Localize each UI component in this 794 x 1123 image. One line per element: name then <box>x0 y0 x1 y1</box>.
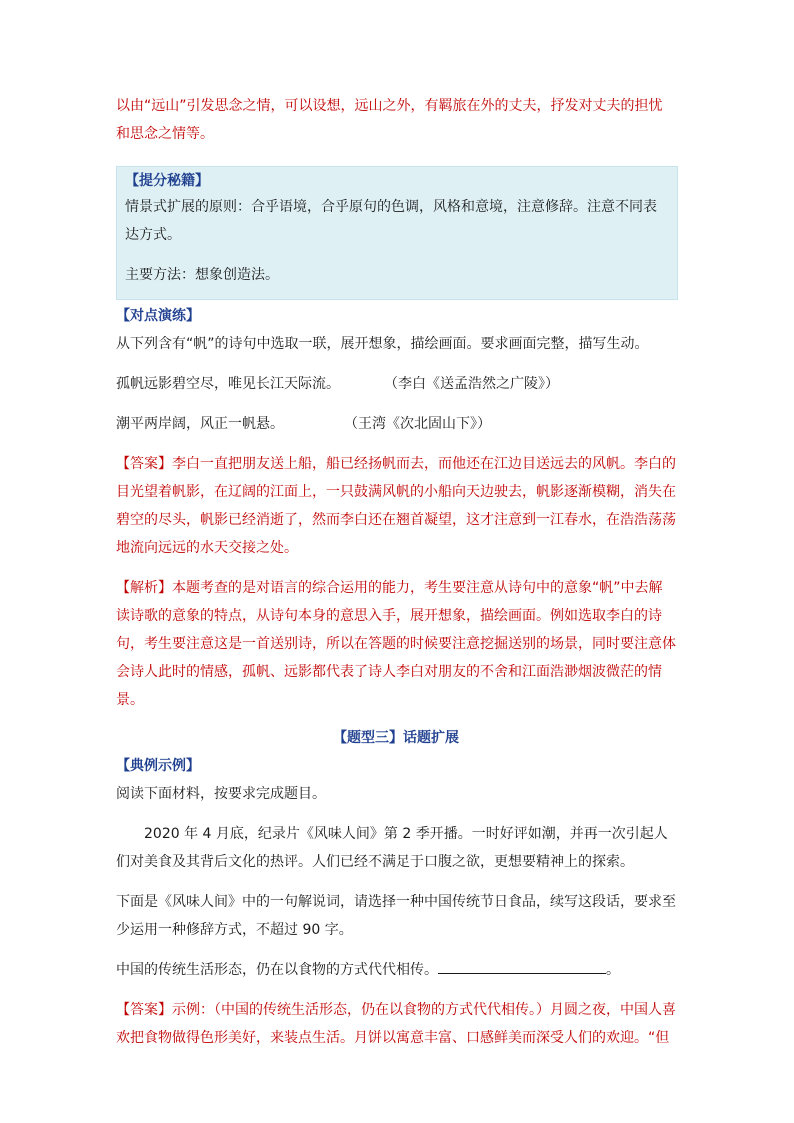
poem-2-text: 潮平两岸阔，风正一帆悬。 <box>116 416 284 432</box>
analysis-text: 本题考查的是对语言的综合运用的能力，考生要注意从诗句中的意象“帆”中去解读诗歌的意象的特点，从诗句本身的意思入手，展开想象，描绘画面。例如选取李白的诗句，考生要注意这是一首送别诗，所以在答题的时候要注意挖掘送别的场景，同时要注意体会诗人此时的情感，孤帆、远影都代表了诗人李白对朋友的不舍和江面浩渺烟波微茫的情景。 <box>116 580 676 708</box>
example-answer-tag: 【答案】 <box>116 1002 172 1018</box>
tip-box <box>116 166 678 300</box>
tip-gap <box>125 249 669 261</box>
section-heading: 【题型三】话题扩展 <box>333 730 459 746</box>
answer-blank <box>438 959 606 974</box>
document-page <box>116 92 676 1052</box>
intro-paragraph: 以由“远山”引发思念之情，可以设想，远山之外，有羁旅在外的丈夫，抒发对丈夫的担忧和思念之情等。 <box>116 98 663 142</box>
practice-question: 从下列含有“帆”的诗句中选取一联，展开想象，描绘画面。要求画面完整，描写生动。 <box>116 336 649 352</box>
example-material: 2020 年 4 月底，纪录片《风味人间》第 2 季开播。一时好评如潮，并再一次引起人们对美食及其背后文化的热评。人们已经不满足于口腹之欲，更想要精神上的探索。 <box>116 826 668 870</box>
answer-tag: 【答案】 <box>116 456 172 472</box>
example-prompt <box>116 956 676 984</box>
example-task: 下面是《风味人间》中的一句解说词，请选择一种中国传统节日食品，续写这段话，要求至少运用一种修辞方式，不超过 90 字。 <box>116 894 676 938</box>
tip-title: 【提分秘籍】 <box>125 173 209 189</box>
tip-line-1: 情景式扩展的原则：合乎语境，合乎原句的色调，风格和意境，注意修辞。注意不同表达方式。 <box>125 199 657 243</box>
practice-answer <box>116 450 676 562</box>
practice-title: 【对点演练】 <box>116 308 200 324</box>
prompt-text: 中国的传统生活形态，仍在以食物的方式代代相传。 <box>116 962 438 978</box>
poem-line-2 <box>116 410 676 438</box>
practice-analysis <box>116 574 676 714</box>
poem-line-1 <box>116 370 676 398</box>
example-answer-text: 示例：（中国的传统生活形态，仍在以食物的方式代代相传。）月圆之夜，中国人喜欢把食物做得色形美好，来装点生活。月饼以寓意丰富、口感鲜美而深受人们的欢迎。“但 <box>116 1002 676 1046</box>
poem-1-text: 孤帆远影碧空尽，唯见长江天际流。 <box>116 376 340 392</box>
example-title: 【典例示例】 <box>116 758 200 774</box>
poem-2-source: （王湾《次北固山下》） <box>344 416 491 432</box>
poem-1-source: （李白《送孟浩然之广陵》） <box>384 376 559 392</box>
example-instruction: 阅读下面材料，按要求完成题目。 <box>116 786 326 802</box>
tip-line-2: 主要方法：想象创造法。 <box>125 267 279 283</box>
prompt-end: 。 <box>606 962 620 978</box>
analysis-tag: 【解析】 <box>116 580 172 596</box>
answer-text: 李白一直把朋友送上船，船已经扬帆而去，而他还在江边目送远去的风帆。李白的目光望着帆影，在辽阔的江面上，一只鼓满风帆的小船向天边驶去，帆影逐渐模糊，消失在碧空的尽头，帆影已经消逝了，然而李白还在翘首凝望，这才注意到一江春水，在浩浩荡荡地流向远远的水天交接之处。 <box>116 456 676 556</box>
example-answer <box>116 996 676 1052</box>
